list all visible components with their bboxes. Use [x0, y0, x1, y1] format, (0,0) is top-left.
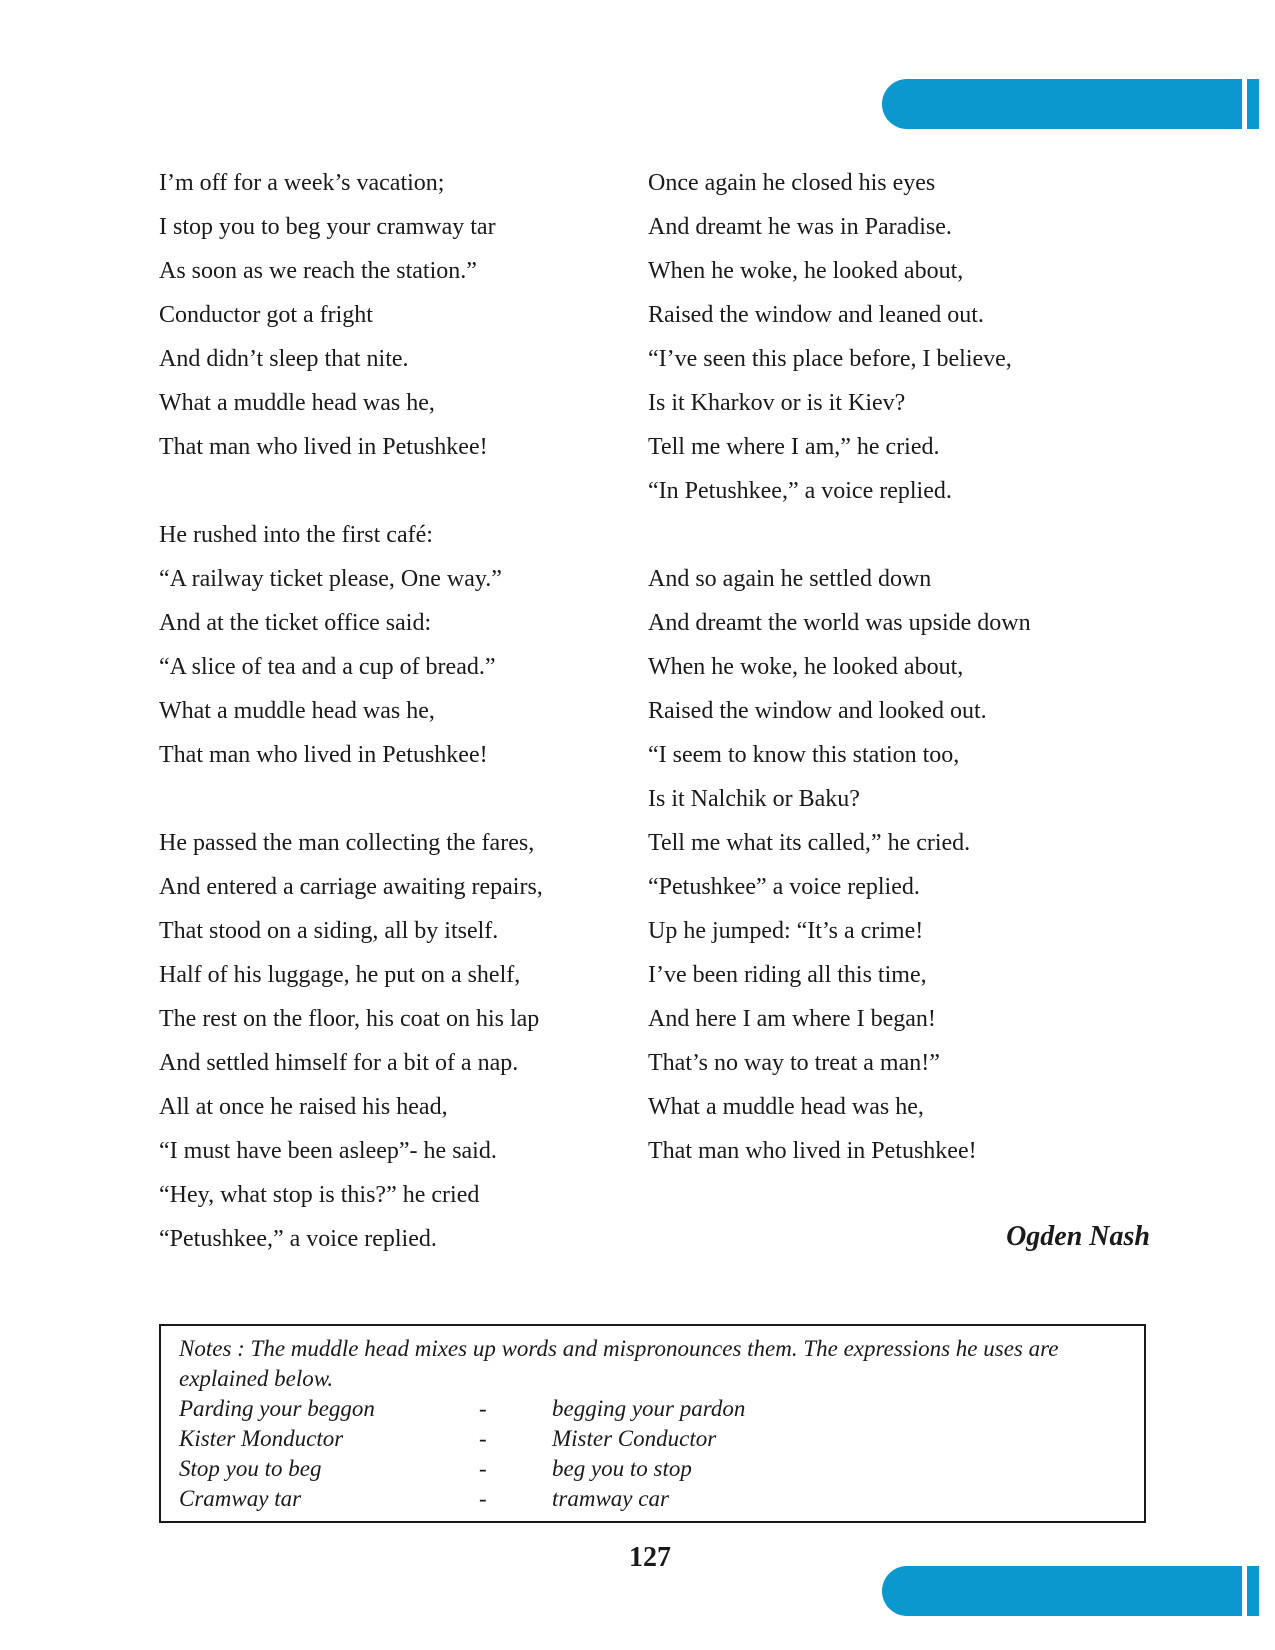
poem-line: “A railway ticket please, One way.” [159, 566, 502, 592]
poem-line: He passed the man collecting the fares, [159, 830, 535, 856]
poem-line: That man who lived in Petushkee! [159, 742, 488, 768]
note-meaning: begging your pardon [552, 1396, 746, 1421]
poem-line: I stop you to beg your cramway tar [159, 214, 496, 240]
note-meaning: tramway car [552, 1486, 669, 1511]
poem-line: Once again he closed his eyes [648, 170, 936, 196]
header-decoration [882, 79, 1275, 129]
poem-line: Is it Kharkov or is it Kiev? [648, 390, 906, 416]
poem-line: And entered a carriage awaiting repairs, [159, 874, 543, 900]
poem-line: The rest on the floor, his coat on his lap [159, 1006, 540, 1032]
poem-line: And so again he settled down [648, 566, 932, 592]
poem-line: What a muddle head was he, [648, 1094, 924, 1120]
poem-line: “I must have been asleep”- he said. [159, 1138, 497, 1164]
page-number: 127 [629, 1542, 671, 1573]
note-term: Kister Monductor [179, 1426, 344, 1451]
poem-line: “A slice of tea and a cup of bread.” [159, 654, 496, 680]
poem-line: When he woke, he looked about, [648, 654, 964, 680]
poem-line: Conductor got a fright [159, 302, 373, 328]
poem-line: “Petushkee” a voice replied. [648, 874, 920, 900]
poem-line: Raised the window and looked out. [648, 698, 987, 724]
poem-line: And dreamt the world was upside down [648, 610, 1031, 636]
poem-line: Up he jumped: “It’s a crime! [648, 918, 924, 944]
poem-line: That stood on a siding, all by itself. [159, 918, 499, 944]
poem-line: “I’ve seen this place before, I believe, [648, 346, 1012, 372]
poem-line: He rushed into the first café: [159, 522, 433, 548]
note-dash: - [479, 1426, 487, 1451]
poem-line: Is it Nalchik or Baku? [648, 786, 860, 812]
poem-line: That man who lived in Petushkee! [159, 434, 488, 460]
notes-box [159, 1324, 1146, 1523]
poem-line: “In Petushkee,” a voice replied. [648, 478, 952, 504]
note-row [179, 1424, 1126, 1454]
note-term: Parding your beggon [179, 1396, 375, 1421]
poem-line: And here I am where I began! [648, 1006, 936, 1032]
poem-author: Ogden Nash [1006, 1221, 1150, 1252]
poem-line: And at the ticket office said: [159, 610, 432, 636]
poem-line: Half of his luggage, he put on a shelf, [159, 962, 521, 988]
poem-line: As soon as we reach the station.” [159, 258, 477, 284]
poem-left-column [159, 161, 629, 1305]
poem-line: All at once he raised his head, [159, 1094, 448, 1120]
poem-line: That man who lived in Petushkee! [648, 1138, 977, 1164]
note-dash: - [479, 1486, 487, 1511]
poem-line: And dreamt he was in Paradise. [648, 214, 952, 240]
stanza [159, 821, 629, 1261]
stanza [159, 513, 629, 777]
note-term: Cramway tar [179, 1486, 302, 1511]
poem-line: When he woke, he looked about, [648, 258, 964, 284]
note-dash: - [479, 1396, 487, 1421]
poem-line: Tell me where I am,” he cried. [648, 434, 940, 460]
stanza [648, 557, 1148, 1173]
note-row [179, 1394, 1126, 1424]
poem-line: I’ve been riding all this time, [648, 962, 927, 988]
poem-line: “Petushkee,” a voice replied. [159, 1226, 437, 1252]
footer-decoration [882, 1566, 1275, 1616]
note-row [179, 1454, 1126, 1484]
note-meaning: Mister Conductor [552, 1426, 717, 1451]
note-dash: - [479, 1456, 487, 1481]
poem-right-column [648, 161, 1148, 1217]
notes-intro: Notes : The muddle head mixes up words and mispronounces them. The expressions he uses are explained below. [179, 1336, 1059, 1391]
stanza [159, 161, 629, 469]
poem-line: And settled himself for a bit of a nap. [159, 1050, 519, 1076]
poem-line: Tell me what its called,” he cried. [648, 830, 971, 856]
note-row [179, 1484, 1126, 1514]
poem-line: Raised the window and leaned out. [648, 302, 984, 328]
poem-line: “Hey, what stop is this?” he cried [159, 1182, 480, 1208]
poem-line: What a muddle head was he, [159, 698, 435, 724]
note-term: Stop you to beg [179, 1456, 322, 1481]
note-meaning: beg you to stop [552, 1456, 692, 1481]
stanza [648, 161, 1148, 513]
poem-line: What a muddle head was he, [159, 390, 435, 416]
poem-line: That’s no way to treat a man!” [648, 1050, 940, 1076]
poem-line: I’m off for a week’s vacation; [159, 170, 445, 196]
poem-line: And didn’t sleep that nite. [159, 346, 409, 372]
poem-line: “I seem to know this station too, [648, 742, 960, 768]
